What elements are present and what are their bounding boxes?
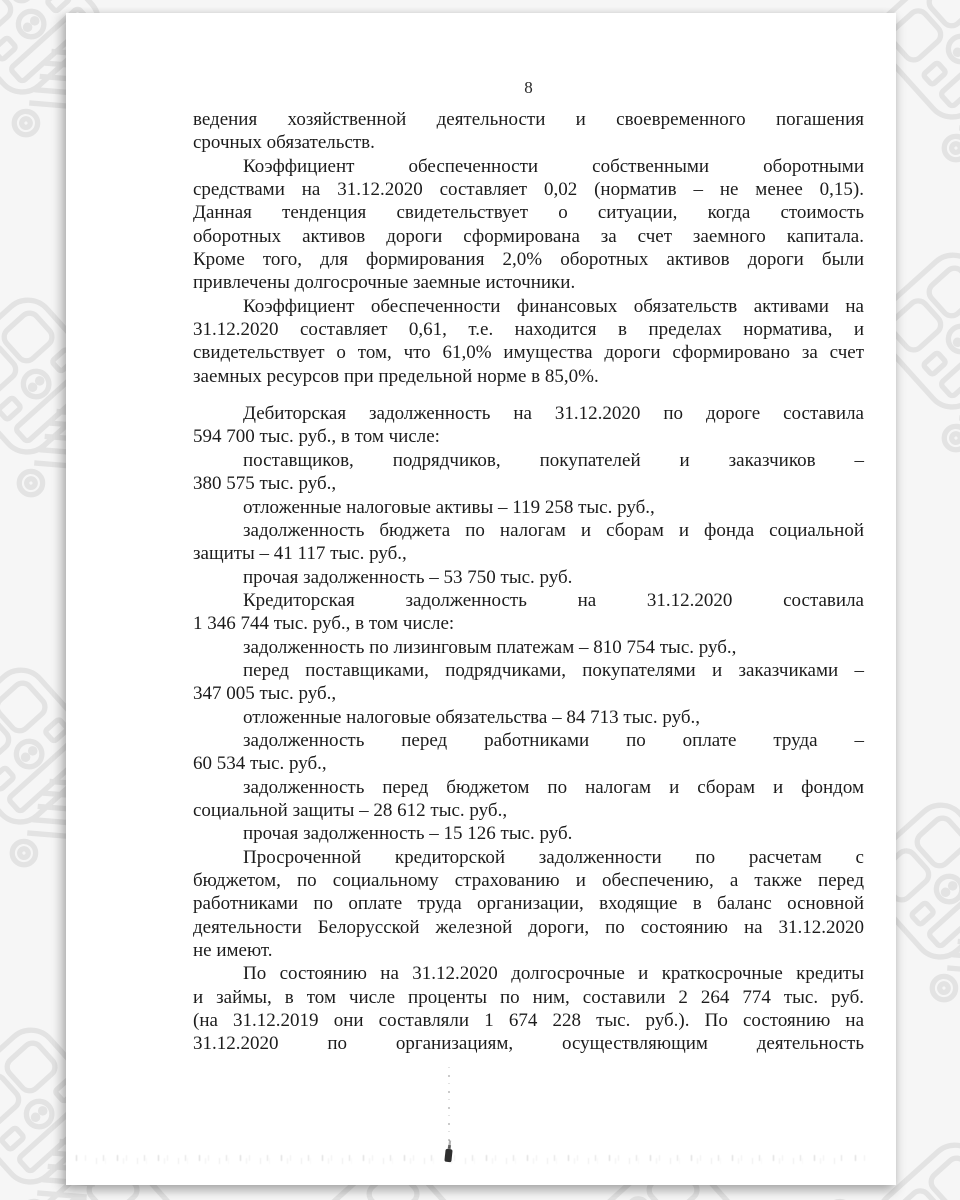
text-line: не имеют.: [193, 940, 273, 962]
paragraph: [193, 589, 864, 636]
scan-noise-line: [96, 1158, 836, 1164]
paragraph: [193, 155, 864, 295]
paragraph: [193, 659, 864, 706]
text-line: 31.12.2020 составляет 0,61, т.е. находится в пределах норматива, и: [193, 319, 864, 341]
text-line: Данная тенденция свидетельствует о ситуации, когда стоимость: [193, 202, 864, 224]
paragraph: [193, 519, 864, 566]
paragraph: [193, 496, 864, 519]
paragraph: [193, 108, 864, 155]
text-line: задолженность перед работниками по оплате труда –: [243, 729, 864, 751]
page-number: 8: [524, 78, 533, 97]
paragraph: [193, 566, 864, 589]
text-line: привлечены долгосрочные заемные источники.: [193, 272, 576, 294]
text-line: работниками по оплате труда организации, входящие в баланс основной: [193, 893, 864, 915]
text-line: По состоянию на 31.12.2020 долгосрочные и краткосрочные кредиты: [243, 963, 864, 985]
paragraph: [193, 295, 864, 388]
text-line: 347 005 тыс. руб.,: [193, 683, 337, 705]
text-line: срочных обязательств.: [193, 132, 375, 154]
text-line: Просроченной кредиторской задолженности по расчетам с: [243, 846, 864, 868]
paragraph: [193, 776, 864, 823]
text-line: Кредиторская задолженность на 31.12.2020 составила: [243, 589, 864, 611]
text-line: защиты – 41 117 тыс. руб.,: [193, 543, 407, 565]
text-line: 31.12.2020 по организациям, осуществляющим деятельность: [193, 1033, 864, 1055]
text-line: 380 575 тыс. руб.,: [193, 473, 337, 495]
paragraph: [193, 729, 864, 776]
document-body: [193, 108, 864, 1056]
text-line: задолженность по лизинговым платежам – 810 754 тыс. руб.,: [243, 636, 737, 658]
text-line: деятельности Белорусской железной дороги, по состоянию на 31.12.2020: [193, 916, 864, 938]
paragraph: [193, 449, 864, 496]
text-line: задолженность бюджета по налогам и сборам и фонда социальной: [243, 519, 864, 541]
text-line: (на 31.12.2019 они составляли 1 674 228 тыс. руб.). По состоянию на: [193, 1010, 864, 1032]
text-line: оборотных активов дороги сформирована за счет заемного капитала.: [193, 225, 864, 247]
text-line: Дебиторская задолженность на 31.12.2020 по дороге составила: [243, 403, 864, 425]
text-line: социальной защиты – 28 612 тыс. руб.,: [193, 799, 508, 821]
text-line: Коэффициент обеспеченности собственными оборотными: [243, 155, 864, 177]
text-line: и займы, в том числе проценты по ним, составили 2 264 774 тыс. руб.: [193, 986, 864, 1008]
scan-smudge: [444, 1149, 452, 1163]
text-line: отложенные налоговые обязательства – 84 713 тыс. руб.,: [243, 706, 700, 728]
text-line: заемных ресурсов при предельной норме в 85,0%.: [193, 365, 599, 387]
paragraph: [193, 822, 864, 845]
paragraph: [193, 846, 864, 963]
text-line: прочая задолженность – 53 750 тыс. руб.: [243, 566, 573, 588]
text-line: перед поставщиками, подрядчиками, покупателями и заказчиками –: [243, 659, 864, 681]
text-line: задолженность перед бюджетом по налогам и сборам и фондом: [243, 776, 864, 798]
text-line: бюджетом, по социальному страхованию и обеспечению, а также перед: [193, 870, 864, 891]
document-page: [66, 13, 896, 1185]
paragraph: [193, 402, 864, 449]
text-line: ведения хозяйственной деятельности и своевременного погашения: [193, 109, 864, 130]
text-line: прочая задолженность – 15 126 тыс. руб.: [243, 823, 573, 845]
text-line: 1 346 744 тыс. руб., в том числе:: [193, 613, 455, 635]
text-line: отложенные налоговые активы – 119 258 тыс. руб.,: [243, 496, 655, 518]
text-line: Коэффициент обеспеченности финансовых обязательств активами на: [243, 295, 864, 317]
paragraph: [193, 962, 864, 1055]
text-line: 60 534 тыс. руб.,: [193, 753, 327, 775]
text-line: Кроме того, для формирования 2,0% оборотных активов дороги были: [193, 249, 864, 271]
paragraph: [193, 706, 864, 729]
text-line: поставщиков, подрядчиков, покупателей и заказчиков –: [243, 449, 864, 471]
text-line: свидетельствует о том, что 61,0% имущества дороги сформировано за счет: [193, 342, 864, 364]
scan-noise-vertical: [448, 1061, 450, 1157]
text-line: 594 700 тыс. руб., в том числе:: [193, 426, 440, 448]
paragraph: [193, 636, 864, 659]
text-line: средствами на 31.12.2020 составляет 0,02 (норматив – не менее 0,15).: [193, 179, 864, 201]
